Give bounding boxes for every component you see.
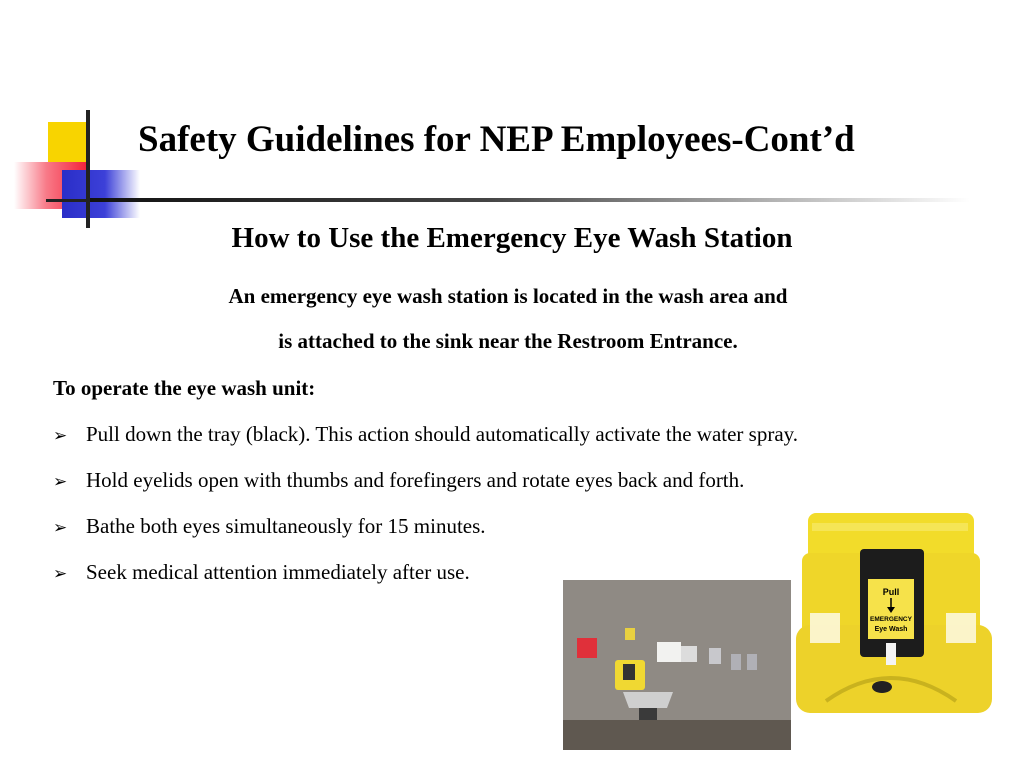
water-nozzle (886, 643, 896, 665)
slide-title: Safety Guidelines for NEP Employees-Cont’d (138, 119, 855, 160)
wash-area-photo (563, 580, 791, 750)
steps-list (53, 422, 798, 606)
eyewash-closeup-photo (790, 505, 1002, 720)
list-item (53, 514, 798, 560)
list-item (53, 468, 798, 514)
title-divider (90, 198, 970, 202)
arrow-bullet-icon: ➢ (53, 426, 68, 446)
slide-subtitle: How to Use the Emergency Eye Wash Station (231, 222, 793, 254)
operate-heading: To operate the eye wash unit: (53, 376, 316, 400)
step-text: Hold eyelids open with thumbs and forefingers and rotate eyes back and forth. (86, 468, 745, 492)
wash-area-illustration (563, 580, 791, 750)
arrow-bullet-icon: ➢ (53, 472, 68, 492)
decorative-logo (10, 105, 140, 230)
label-eyewash: Eye Wash (874, 626, 908, 633)
arrow-bullet-icon: ➢ (53, 564, 68, 584)
intro-line-2: is attached to the sink near the Restroom Entrance. (278, 329, 738, 353)
label-pull: Pull (882, 587, 900, 597)
intro-line-1: An emergency eye wash station is located in the wash area and (228, 284, 788, 308)
arrow-bullet-icon: ➢ (53, 518, 68, 538)
instruction-sticker (810, 613, 840, 643)
drain-knob (872, 681, 892, 693)
label-emergency: EMERGENCY (870, 616, 912, 623)
step-text: Bathe both eyes simultaneously for 15 minutes. (86, 514, 486, 538)
eyewash-unit-illustration (790, 505, 1002, 720)
fire-alarm-box (577, 638, 597, 658)
wall-sign (625, 628, 635, 640)
step-text: Pull down the tray (black). This action should automatically activate the water spray. (86, 422, 799, 446)
step-text: Seek medical attention immediately after use. (86, 560, 470, 584)
list-item (53, 422, 798, 468)
logo-blue-square (62, 170, 140, 218)
soap-dispenser (709, 648, 721, 664)
sink (623, 692, 673, 708)
instruction-sticker (946, 613, 976, 643)
logo-vertical-line (86, 110, 90, 228)
paper-towel-dispenser (657, 642, 681, 662)
